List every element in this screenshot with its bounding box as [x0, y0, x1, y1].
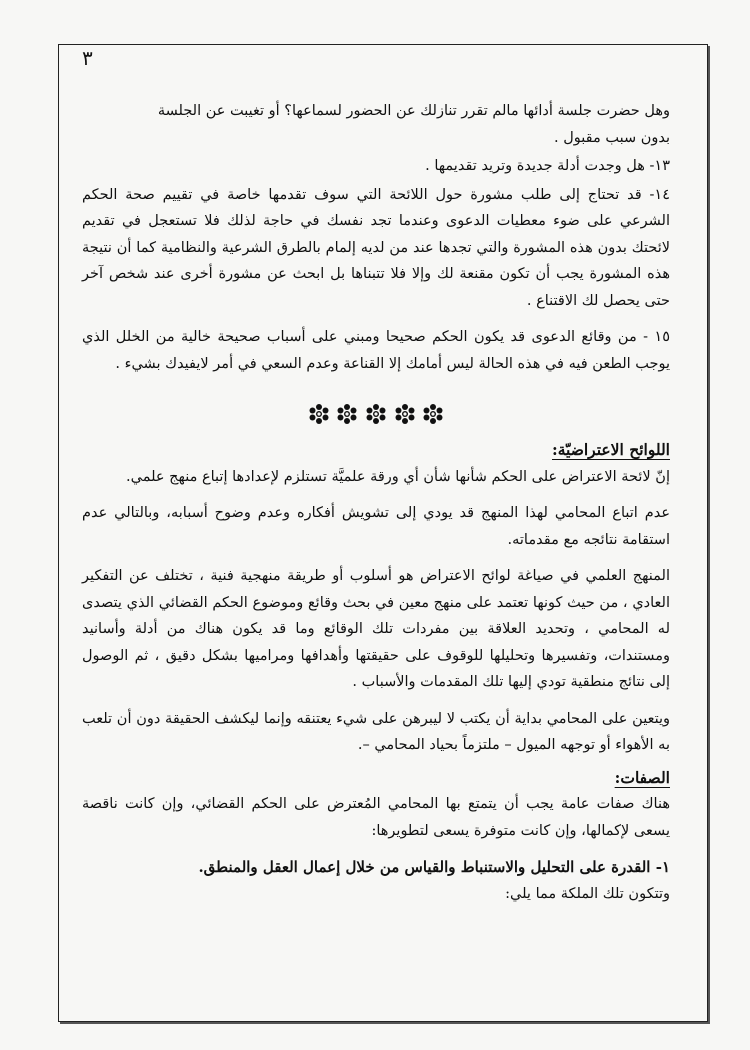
- page-number: ٣: [82, 46, 93, 70]
- floral-ornament-icon: [309, 403, 329, 425]
- floral-ornament-icon: [337, 403, 357, 425]
- list-item-14: ١٤- قد تحتاج إلى طلب مشورة حول اللائحة التي سوف تقدمها خاصة في تقييم صحة الحكم الشرعي على ضوء معطيات الدعوى وعندما تجد نفسك في حاجة لذلك فلا تستعجل في تقديم لائحتك بدون هذه المشورة والتي تجدها عند من لديه إلمام بالطرق الشرعية والنظامية كما أن نتيجة هذه المشورة يجب أن تكون مقنعة لك وإلا فلا تتبناها بل ابحث عن مشورة أخرى عند شخص آخر حتى يحصل لك الاقتناع .: [82, 186, 670, 309]
- list-item-15: ١٥ - من وقائع الدعوى قد يكون الحكم صحيحا ومبني على أسباب صحيحة خالية من الخلل الذي يوجب الطعن فيه في هذه الحالة ليس أمامك إلا القناعة وعدم السعي في أمر لايفيدك بشيء .: [82, 329, 670, 372]
- paragraph-question-continuation: [82, 98, 670, 151]
- list-item-attribute-1: ١- القدرة على التحليل والاستنباط والقياس من خلال إعمال العقل والمنطق.: [198, 858, 670, 876]
- page-content: [82, 98, 670, 907]
- paragraph-attribute-detail: وتتكون تلك الملكة مما يلي:: [505, 885, 670, 902]
- paragraph-objection-intro: إنّ لائحة الاعتراض على الحكم شأنها شأن أي ورقة علميَّة تستلزم لإعدادها إتباع منهج علمي.: [126, 468, 670, 485]
- paragraph-lawyer-neutrality: ويتعين على المحامي بداية أن يكتب لا ليبرهن على شيء يعتنقه وإنما ليكشف الحقيقة دون أن تلعب به الأهواء أو توجهه الميول – ملتزماً بحياد المحامي –.: [82, 710, 670, 753]
- paragraph-attributes-intro: هناك صفات عامة يجب أن يتمتع بها المحامي المُعترض على الحكم القضائي، وإن كانت ناقصة يسعى لإكمالها، وإن كانت متوفرة يسعى لتطويرها:: [82, 796, 670, 839]
- section-heading-attributes: الصفات:: [614, 767, 670, 787]
- paragraph-method-consequence: عدم اتباع المحامي لهذا المنهج قد يودي إلى تشويش أفكاره وعدم وضوح أسبابه، وبالتالي عدم استقامة نتائجه مع مقدماته.: [82, 505, 670, 548]
- section-heading-objection-memos: اللوائح الاعتراضيّة:: [552, 440, 670, 459]
- list-item-13: ١٣- هل وجدت أدلة جديدة وتريد تقديمها .: [425, 158, 670, 174]
- floral-ornament-icon: [423, 403, 443, 425]
- paragraph-scientific-method: المنهج العلمي في صياغة لوائح الاعتراض هو أسلوب أو طريقة منهجية فنية ، تختلف عن التفكير العادي ، من حيث كونها تعتمد على منهج معين في بحث وقائع وموضوع الحكم القضائي الذي يتصدى له المحامي ، وتحديد العلاقة بين مفردات تلك الوقائع وما قد يكون هناك من أدلة وأسانيد ومستندات، وتفسيرها وتحليلها للوقوف على حقيقتها وأهدافها ومراميها بشكل دقيق ، ثم الوصول إلى نتائج منطقية تودي إليها تلك المقدمات والأسباب .: [82, 568, 670, 690]
- floral-ornament-icon: [395, 403, 415, 425]
- paragraph-question-line: وهل حضرت جلسة أدائها مالم تقرر تنازلك عن الحضور لسماعها؟ أو تغيبت عن الجلسة: [157, 103, 670, 119]
- floral-ornament-icon: [366, 403, 386, 425]
- paragraph-question-line-end: بدون سبب مقبول .: [554, 129, 670, 146]
- section-divider-ornament: [82, 403, 670, 429]
